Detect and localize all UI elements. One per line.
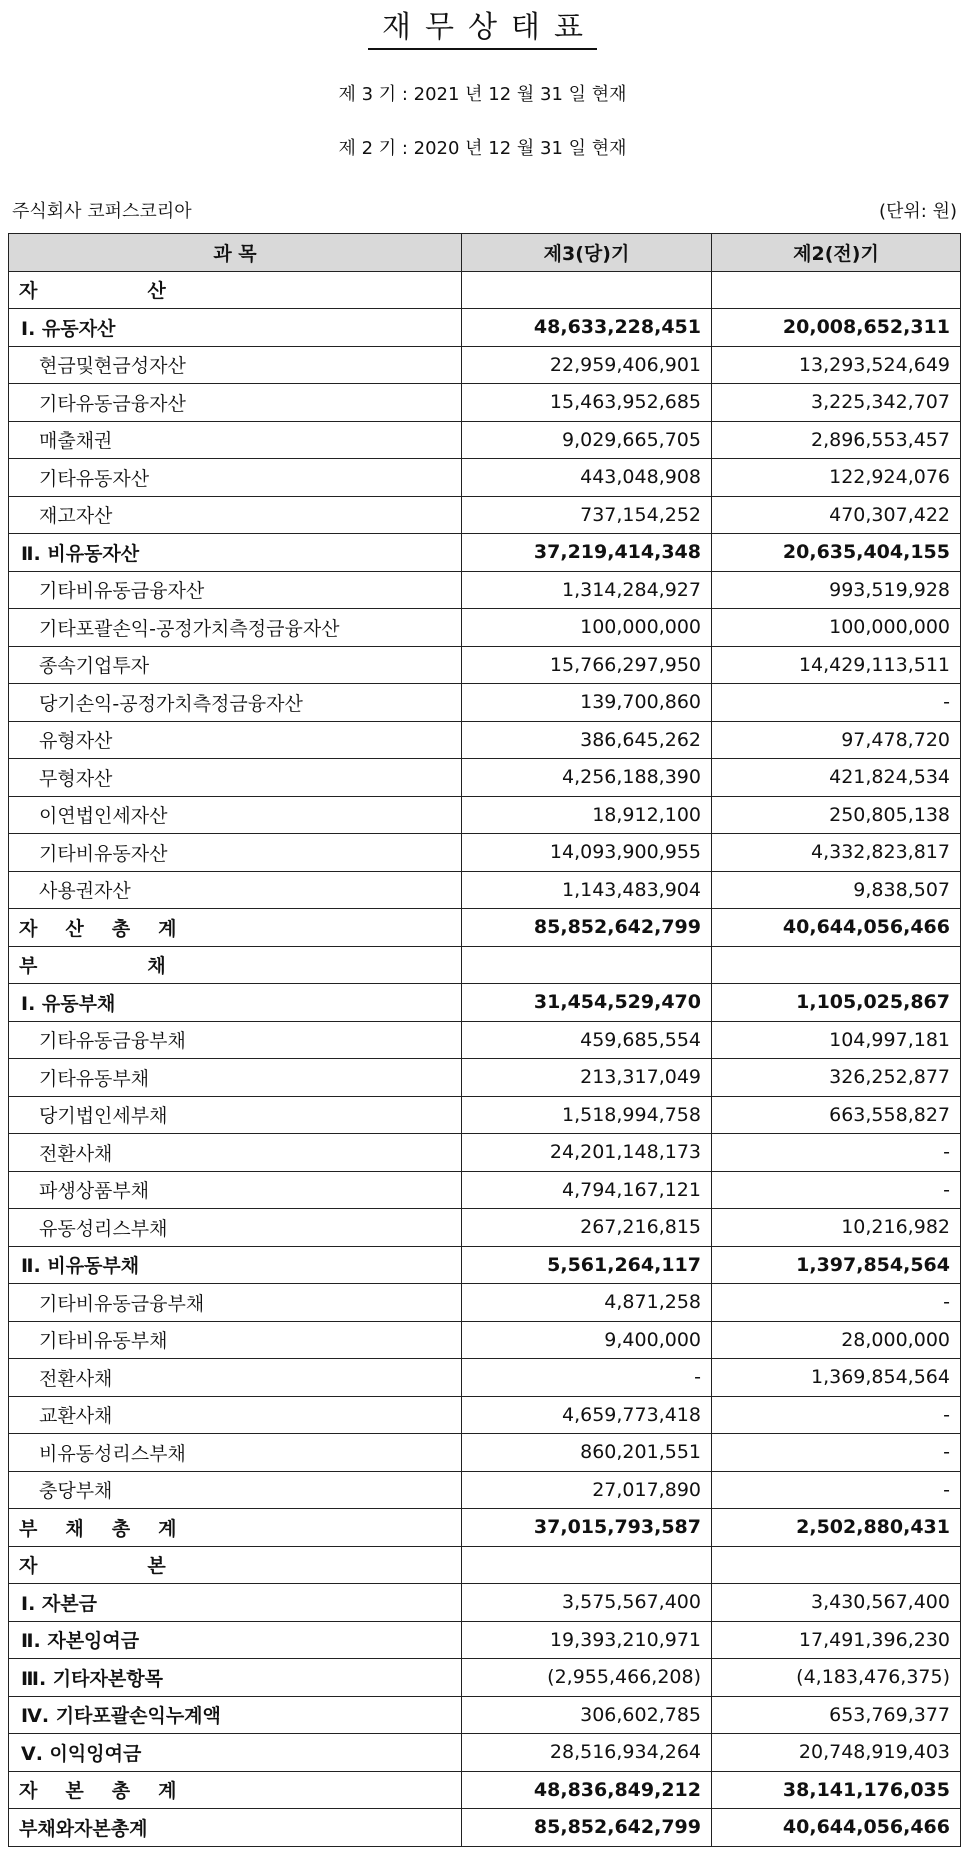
row-label: 기타유동금융부채 <box>9 1021 462 1059</box>
row-previous-value: - <box>712 1396 961 1434</box>
row-previous-value: 40,644,056,466 <box>712 909 961 947</box>
row-current-value: 27,017,890 <box>462 1471 712 1509</box>
row-current-value: 15,463,952,685 <box>462 384 712 422</box>
row-current-value: 28,516,934,264 <box>462 1734 712 1772</box>
table-row <box>9 1396 961 1434</box>
row-previous-value: 40,644,056,466 <box>712 1809 961 1847</box>
row-current-value: 9,400,000 <box>462 1321 712 1359</box>
table-row <box>9 1096 961 1134</box>
row-label: 기타비유동금융부채 <box>9 1284 462 1322</box>
table-row <box>9 346 961 384</box>
row-previous-value <box>712 1546 961 1584</box>
row-previous-value: 28,000,000 <box>712 1321 961 1359</box>
row-label: 충당부채 <box>9 1471 462 1509</box>
table-row <box>9 496 961 534</box>
row-previous-value: 2,896,553,457 <box>712 421 961 459</box>
row-label: 당기손익-공정가치측정금융자산 <box>9 684 462 722</box>
row-label: 매출채권 <box>9 421 462 459</box>
table-row <box>9 1696 961 1734</box>
row-previous-value: 10,216,982 <box>712 1209 961 1247</box>
row-label: 이연법인세자산 <box>9 796 462 834</box>
row-label: Ⅰ. 자본금 <box>9 1584 462 1622</box>
row-previous-value: 14,429,113,511 <box>712 646 961 684</box>
row-label: 기타포괄손익-공정가치측정금융자산 <box>9 609 462 647</box>
row-current-value: 139,700,860 <box>462 684 712 722</box>
row-label: 자 산 총 계 <box>9 909 462 947</box>
row-current-value: 19,393,210,971 <box>462 1621 712 1659</box>
table-row <box>9 796 961 834</box>
row-current-value: 4,871,258 <box>462 1284 712 1322</box>
row-current-value: 18,912,100 <box>462 796 712 834</box>
column-header-current: 제3(당)기 <box>462 234 712 272</box>
table-row <box>9 684 961 722</box>
row-current-value: 737,154,252 <box>462 496 712 534</box>
row-label: 전환사채 <box>9 1359 462 1397</box>
row-previous-value: - <box>712 1134 961 1172</box>
table-row <box>9 1059 961 1097</box>
row-label: Ⅳ. 기타포괄손익누계액 <box>9 1696 462 1734</box>
row-label: Ⅱ. 자본잉여금 <box>9 1621 462 1659</box>
row-previous-value <box>712 271 961 309</box>
row-label: 재고자산 <box>9 496 462 534</box>
row-label: 자 본 <box>9 1546 462 1584</box>
row-current-value: 85,852,642,799 <box>462 1809 712 1847</box>
row-label: 무형자산 <box>9 759 462 797</box>
row-previous-value: 3,430,567,400 <box>712 1584 961 1622</box>
row-label: 기타비유동부채 <box>9 1321 462 1359</box>
table-row <box>9 1246 961 1284</box>
row-previous-value: 3,225,342,707 <box>712 384 961 422</box>
row-label: 현금및현금성자산 <box>9 346 462 384</box>
row-label: 당기법인세부채 <box>9 1096 462 1134</box>
table-row <box>9 1584 961 1622</box>
table-header-row <box>9 234 961 272</box>
table-row <box>9 1171 961 1209</box>
row-current-value: 386,645,262 <box>462 721 712 759</box>
table-row <box>9 571 961 609</box>
table-row <box>9 609 961 647</box>
row-current-value: 22,959,406,901 <box>462 346 712 384</box>
row-previous-value: 421,824,534 <box>712 759 961 797</box>
table-row <box>9 1771 961 1809</box>
row-previous-value: - <box>712 1284 961 1322</box>
row-previous-value: 20,748,919,403 <box>712 1734 961 1772</box>
table-row <box>9 1621 961 1659</box>
table-row <box>9 1734 961 1772</box>
row-label: 부 채 <box>9 946 462 984</box>
row-previous-value: 326,252,877 <box>712 1059 961 1097</box>
row-current-value <box>462 271 712 309</box>
row-label: 사용권자산 <box>9 871 462 909</box>
table-row <box>9 834 961 872</box>
table-row <box>9 1134 961 1172</box>
row-current-value: 443,048,908 <box>462 459 712 497</box>
row-label: 기타유동금융자산 <box>9 384 462 422</box>
row-previous-value: 250,805,138 <box>712 796 961 834</box>
table-row <box>9 1284 961 1322</box>
table-row <box>9 946 961 984</box>
row-previous-value: - <box>712 1434 961 1472</box>
table-row <box>9 1434 961 1472</box>
row-current-value: 3,575,567,400 <box>462 1584 712 1622</box>
row-label: 유형자산 <box>9 721 462 759</box>
row-current-value: 4,256,188,390 <box>462 759 712 797</box>
row-previous-value: 663,558,827 <box>712 1096 961 1134</box>
row-previous-value: 122,924,076 <box>712 459 961 497</box>
row-label: 자 산 <box>9 271 462 309</box>
row-previous-value: 9,838,507 <box>712 871 961 909</box>
table-row <box>9 1321 961 1359</box>
row-current-value: 860,201,551 <box>462 1434 712 1472</box>
row-current-value: 5,561,264,117 <box>462 1246 712 1284</box>
row-previous-value: 1,397,854,564 <box>712 1246 961 1284</box>
row-previous-value: - <box>712 1171 961 1209</box>
table-row <box>9 384 961 422</box>
row-current-value: 85,852,642,799 <box>462 909 712 947</box>
period-current: 제 3 기 : 2021 년 12 월 31 일 현재 <box>338 84 627 105</box>
row-current-value: 48,633,228,451 <box>462 309 712 347</box>
row-label: Ⅰ. 유동자산 <box>9 309 462 347</box>
row-previous-value: 20,635,404,155 <box>712 534 961 572</box>
row-label: 기타비유동금융자산 <box>9 571 462 609</box>
table-row <box>9 984 961 1022</box>
row-label: 비유동성리스부채 <box>9 1434 462 1472</box>
row-current-value <box>462 1546 712 1584</box>
row-current-value: 14,093,900,955 <box>462 834 712 872</box>
document-title: 재무상태표 <box>0 2 965 50</box>
table-row <box>9 909 961 947</box>
period-previous: 제 2 기 : 2020 년 12 월 31 일 현재 <box>338 138 627 159</box>
row-current-value: 1,518,994,758 <box>462 1096 712 1134</box>
row-previous-value: - <box>712 1471 961 1509</box>
row-current-value: 1,143,483,904 <box>462 871 712 909</box>
row-previous-value: 2,502,880,431 <box>712 1509 961 1547</box>
row-label: 파생상품부채 <box>9 1171 462 1209</box>
row-current-value <box>462 946 712 984</box>
row-label: 기타유동부채 <box>9 1059 462 1097</box>
row-previous-value: 4,332,823,817 <box>712 834 961 872</box>
column-header-previous: 제2(전)기 <box>712 234 961 272</box>
row-previous-value: 993,519,928 <box>712 571 961 609</box>
row-previous-value <box>712 946 961 984</box>
row-label: 자 본 총 계 <box>9 1771 462 1809</box>
row-label: 부 채 총 계 <box>9 1509 462 1547</box>
row-current-value: 4,794,167,121 <box>462 1171 712 1209</box>
table-row <box>9 421 961 459</box>
row-previous-value: 38,141,176,035 <box>712 1771 961 1809</box>
row-current-value: 459,685,554 <box>462 1021 712 1059</box>
table-row <box>9 646 961 684</box>
row-label: 전환사채 <box>9 1134 462 1172</box>
row-previous-value: 104,997,181 <box>712 1021 961 1059</box>
row-label: 종속기업투자 <box>9 646 462 684</box>
table-row <box>9 309 961 347</box>
row-previous-value: - <box>712 684 961 722</box>
row-previous-value: 17,491,396,230 <box>712 1621 961 1659</box>
row-current-value: 213,317,049 <box>462 1059 712 1097</box>
unit-label: (단위: 원) <box>879 201 957 222</box>
table-row <box>9 1659 961 1697</box>
table-row <box>9 721 961 759</box>
row-current-value: 1,314,284,927 <box>462 571 712 609</box>
table-row <box>9 1471 961 1509</box>
row-current-value: 9,029,665,705 <box>462 421 712 459</box>
table-row <box>9 1359 961 1397</box>
row-current-value: 306,602,785 <box>462 1696 712 1734</box>
row-previous-value: 97,478,720 <box>712 721 961 759</box>
table-row <box>9 1809 961 1847</box>
row-previous-value: 1,105,025,867 <box>712 984 961 1022</box>
row-current-value: (2,955,466,208) <box>462 1659 712 1697</box>
row-previous-value: 100,000,000 <box>712 609 961 647</box>
table-row <box>9 1021 961 1059</box>
row-current-value: 15,766,297,950 <box>462 646 712 684</box>
table-row <box>9 759 961 797</box>
table-body <box>9 271 961 1846</box>
row-current-value: 37,219,414,348 <box>462 534 712 572</box>
table-row <box>9 1509 961 1547</box>
table-row <box>9 459 961 497</box>
row-previous-value: (4,183,476,375) <box>712 1659 961 1697</box>
row-previous-value: 470,307,422 <box>712 496 961 534</box>
company-name: 주식회사 코퍼스코리아 <box>12 201 192 222</box>
row-label: 부채와자본총계 <box>9 1809 462 1847</box>
column-header-account: 과 목 <box>9 234 462 272</box>
table-row <box>9 1209 961 1247</box>
table-row <box>9 871 961 909</box>
row-current-value: 100,000,000 <box>462 609 712 647</box>
row-previous-value: 653,769,377 <box>712 1696 961 1734</box>
row-current-value: 24,201,148,173 <box>462 1134 712 1172</box>
row-label: 기타비유동자산 <box>9 834 462 872</box>
row-label: Ⅱ. 비유동자산 <box>9 534 462 572</box>
row-label: 교환사채 <box>9 1396 462 1434</box>
row-previous-value: 20,008,652,311 <box>712 309 961 347</box>
row-previous-value: 1,369,854,564 <box>712 1359 961 1397</box>
row-current-value: 37,015,793,587 <box>462 1509 712 1547</box>
table-row <box>9 534 961 572</box>
row-label: 유동성리스부채 <box>9 1209 462 1247</box>
row-current-value: 4,659,773,418 <box>462 1396 712 1434</box>
row-label: Ⅴ. 이익잉여금 <box>9 1734 462 1772</box>
balance-sheet-table <box>8 233 961 1847</box>
row-label: Ⅲ. 기타자본항목 <box>9 1659 462 1697</box>
row-current-value: 31,454,529,470 <box>462 984 712 1022</box>
table-row <box>9 271 961 309</box>
row-label: Ⅰ. 유동부채 <box>9 984 462 1022</box>
table-row <box>9 1546 961 1584</box>
row-current-value: 267,216,815 <box>462 1209 712 1247</box>
row-current-value: 48,836,849,212 <box>462 1771 712 1809</box>
row-label: Ⅱ. 비유동부채 <box>9 1246 462 1284</box>
row-previous-value: 13,293,524,649 <box>712 346 961 384</box>
row-current-value: - <box>462 1359 712 1397</box>
row-label: 기타유동자산 <box>9 459 462 497</box>
